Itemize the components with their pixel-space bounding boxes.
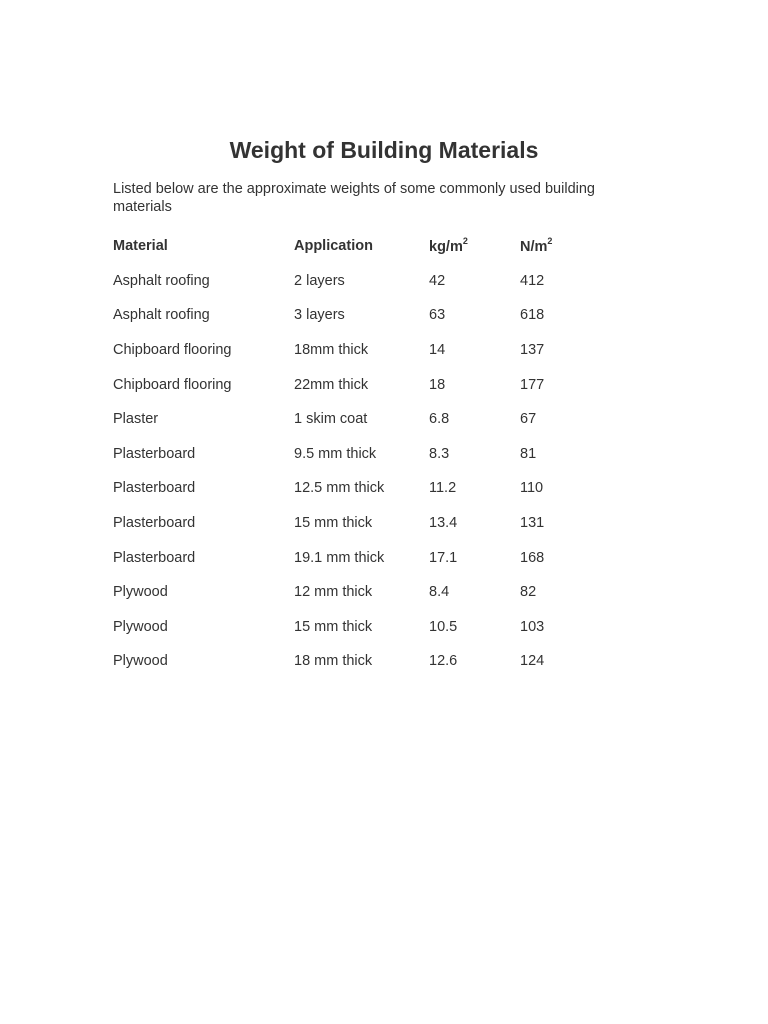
table-row [113, 333, 600, 368]
cell-application: 15 mm thick [294, 515, 373, 532]
table-body [113, 264, 600, 679]
header-material: Material [113, 238, 168, 255]
header-kg-superscript: 2 [462, 236, 468, 247]
cell-material: Plasterboard [113, 445, 196, 462]
cell-n: 177 [520, 376, 545, 393]
cell-kg: 12.6 [429, 653, 458, 670]
cell-kg: 42 [429, 272, 446, 289]
cell-n: 137 [520, 342, 545, 359]
cell-application: 2 layers [294, 272, 345, 289]
cell-material: Asphalt roofing [113, 307, 210, 324]
cell-material: Plywood [113, 653, 168, 670]
cell-n: 82 [520, 584, 537, 601]
cell-application: 19.1 mm thick [294, 549, 385, 566]
cell-material: Asphalt roofing [113, 272, 210, 289]
cell-n: 124 [520, 653, 545, 670]
cell-material: Plywood [113, 618, 168, 635]
table-row [113, 298, 600, 333]
cell-application: 1 skim coat [294, 411, 368, 428]
header-n-per-m2 [520, 229, 600, 264]
table-row [113, 575, 600, 610]
cell-material: Plasterboard [113, 480, 196, 497]
cell-material: Chipboard flooring [113, 342, 232, 359]
table-row [113, 402, 600, 437]
cell-material: Plaster [113, 411, 159, 428]
header-n-unit: N/m [520, 239, 548, 256]
cell-material: Plasterboard [113, 549, 196, 566]
cell-kg: 14 [429, 342, 446, 359]
cell-application: 22mm thick [294, 376, 369, 393]
cell-n: 67 [520, 411, 537, 428]
cell-kg: 13.4 [429, 515, 458, 532]
table-row [113, 540, 600, 575]
cell-material: Plasterboard [113, 515, 196, 532]
cell-application: 18 mm thick [294, 653, 373, 670]
cell-material: Chipboard flooring [113, 376, 232, 393]
cell-kg: 8.3 [429, 445, 450, 462]
header-kg-unit: kg/m [429, 239, 463, 256]
cell-n: 168 [520, 549, 545, 566]
table-row [113, 644, 600, 679]
intro-paragraph: Listed below are the approximate weights of some commonly used building materials [113, 181, 595, 215]
cell-kg: 10.5 [429, 618, 458, 635]
cell-n: 618 [520, 307, 545, 324]
cell-kg: 18 [429, 376, 446, 393]
cell-n: 81 [520, 445, 537, 462]
cell-application: 9.5 mm thick [294, 445, 377, 462]
cell-material: Plywood [113, 584, 168, 601]
table-row [113, 610, 600, 645]
cell-kg: 17.1 [429, 549, 458, 566]
cell-application: 12 mm thick [294, 584, 373, 601]
cell-kg: 11.2 [429, 480, 457, 497]
table-row [113, 506, 600, 541]
cell-application: 18mm thick [294, 342, 369, 359]
header-kg-per-m2 [429, 229, 520, 264]
cell-n: 103 [520, 618, 545, 635]
table-row [113, 471, 600, 506]
cell-n: 412 [520, 272, 545, 289]
table-row [113, 367, 600, 402]
header-application: Application [294, 238, 373, 255]
table-header-row [113, 229, 600, 264]
cell-kg: 63 [429, 307, 446, 324]
table-row [113, 264, 600, 299]
materials-table [113, 229, 600, 679]
cell-n: 110 [520, 480, 544, 497]
cell-n: 131 [520, 515, 545, 532]
cell-application: 15 mm thick [294, 618, 373, 635]
table-row [113, 437, 600, 472]
cell-kg: 8.4 [429, 584, 450, 601]
cell-kg: 6.8 [429, 411, 450, 428]
cell-application: 12.5 mm thick [294, 480, 385, 497]
page-title: Weight of Building Materials [229, 137, 539, 163]
cell-application: 3 layers [294, 307, 345, 324]
header-n-superscript: 2 [547, 236, 553, 247]
